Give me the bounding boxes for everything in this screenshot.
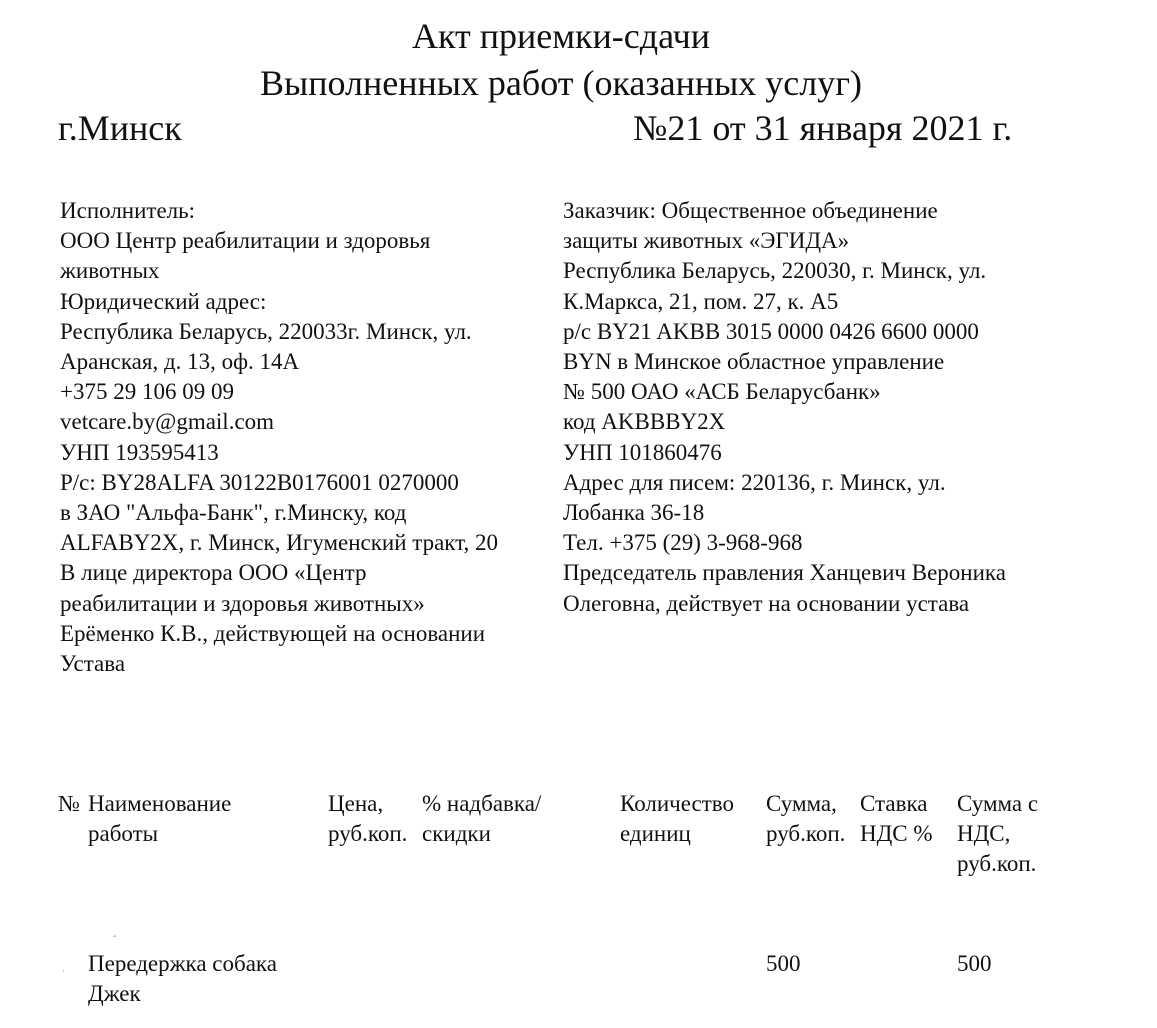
customer-line: Лобанка 36-18 [563, 500, 705, 526]
header-text: Сумма, [766, 791, 837, 816]
header-text: руб.коп. [957, 851, 1037, 876]
executor-line: реабилитации и здоровья животных» [60, 590, 425, 616]
header-text: Ставка [860, 791, 928, 816]
document-title-line-1: Акт приемки-сдачи [412, 16, 710, 56]
scan-artifact-mark: ˌ [62, 961, 66, 972]
customer-line: Председатель правления Ханцевич Вероника [563, 560, 1006, 586]
executor-line: животных [60, 258, 160, 284]
customer-line: р/с BY21 AKBB 3015 0000 0426 6600 0000 [563, 318, 979, 344]
executor-line: Р/с: BY28ALFA 30122B0176001 0270000 [60, 469, 459, 495]
customer-line: BYN в Минское областное управление [563, 349, 945, 375]
table-header-sum [766, 789, 845, 849]
customer-line: код AKBBBY2X [563, 409, 726, 435]
header-text: единиц [620, 821, 691, 846]
executor-line: в ЗАО "Альфа-Банк", г.Минску, код [60, 500, 407, 526]
executor-line: В лице директора ООО «Центр [60, 560, 367, 586]
header-text: руб.коп. [766, 821, 846, 846]
table-header-name [88, 789, 231, 849]
executor-line: Юридический адрес: [60, 288, 267, 314]
cell-text: Передержка собака [88, 951, 277, 976]
table-header-quantity [620, 789, 734, 849]
executor-line: УНП 193595413 [60, 439, 219, 465]
executor-line: Ерёменко К.В., действующей на основании [60, 620, 486, 646]
executor-line: Аранская, д. 13, оф. 14А [60, 349, 300, 375]
table-header-sum-with-vat [957, 789, 1038, 879]
document-title-line-2: Выполненных работ (оказанных услуг) [260, 63, 862, 103]
header-text: № [58, 791, 80, 816]
table-row-service-name [88, 949, 277, 1009]
customer-line: Республика Беларусь, 220030, г. Минск, ул. [563, 258, 987, 284]
cell-text: 500 [957, 951, 992, 976]
header-text: Количество [620, 791, 734, 816]
table-header-markup-discount [422, 789, 541, 849]
table-header-vat-rate [860, 789, 933, 849]
executor-line: Исполнитель: [60, 198, 196, 223]
customer-line: Тел. +375 (29) 3-968-968 [563, 530, 803, 556]
header-text: скидки [422, 821, 491, 846]
header-text: работы [88, 821, 159, 846]
customer-line: № 500 ОАО «АСБ Беларусбанк» [563, 379, 881, 405]
header-text: % надбавка/ [422, 791, 542, 816]
table-header-price [328, 789, 407, 849]
executor-line: Республика Беларусь, 220033г. Минск, ул. [60, 318, 472, 344]
city: г.Минск [58, 108, 182, 148]
scan-artifact-mark: ˆ [113, 935, 117, 946]
customer-line: УНП 101860476 [563, 439, 722, 465]
executor-line: vetcare.by@gmail.com [60, 409, 275, 435]
customer-line: К.Маркса, 21, пом. 27, к. А5 [563, 288, 839, 314]
header-text: Наименование [88, 791, 232, 816]
header-text: НДС, [957, 821, 1011, 846]
header-text: Цена, [328, 791, 384, 816]
executor-line: Устава [60, 651, 126, 677]
header-text: НДС % [860, 821, 933, 846]
table-header-number [58, 789, 80, 819]
customer-details [563, 196, 1153, 619]
cell-text: Джек [88, 981, 141, 1006]
table-row-sum-with-vat [957, 949, 992, 979]
table-row-sum [766, 949, 801, 979]
executor-line: +375 29 106 09 09 [60, 379, 234, 405]
customer-line: Адрес для писем: 220136, г. Минск, ул. [563, 469, 946, 495]
header-text: руб.коп. [328, 821, 408, 846]
executor-details [60, 196, 560, 679]
customer-line: защиты животных «ЭГИДА» [563, 228, 850, 254]
customer-line: Олеговна, действует на основании устава [563, 590, 970, 616]
executor-line: ALFABY2X, г. Минск, Игуменский тракт, 20 [60, 530, 498, 556]
executor-line: ООО Центр реабилитации и здоровья [60, 228, 431, 254]
customer-line: Заказчик: Общественное объединение [563, 198, 938, 223]
header-text: Сумма с [957, 791, 1039, 816]
cell-text: 500 [766, 951, 801, 976]
act-number-date: №21 от 31 января 2021 г. [633, 108, 1013, 148]
